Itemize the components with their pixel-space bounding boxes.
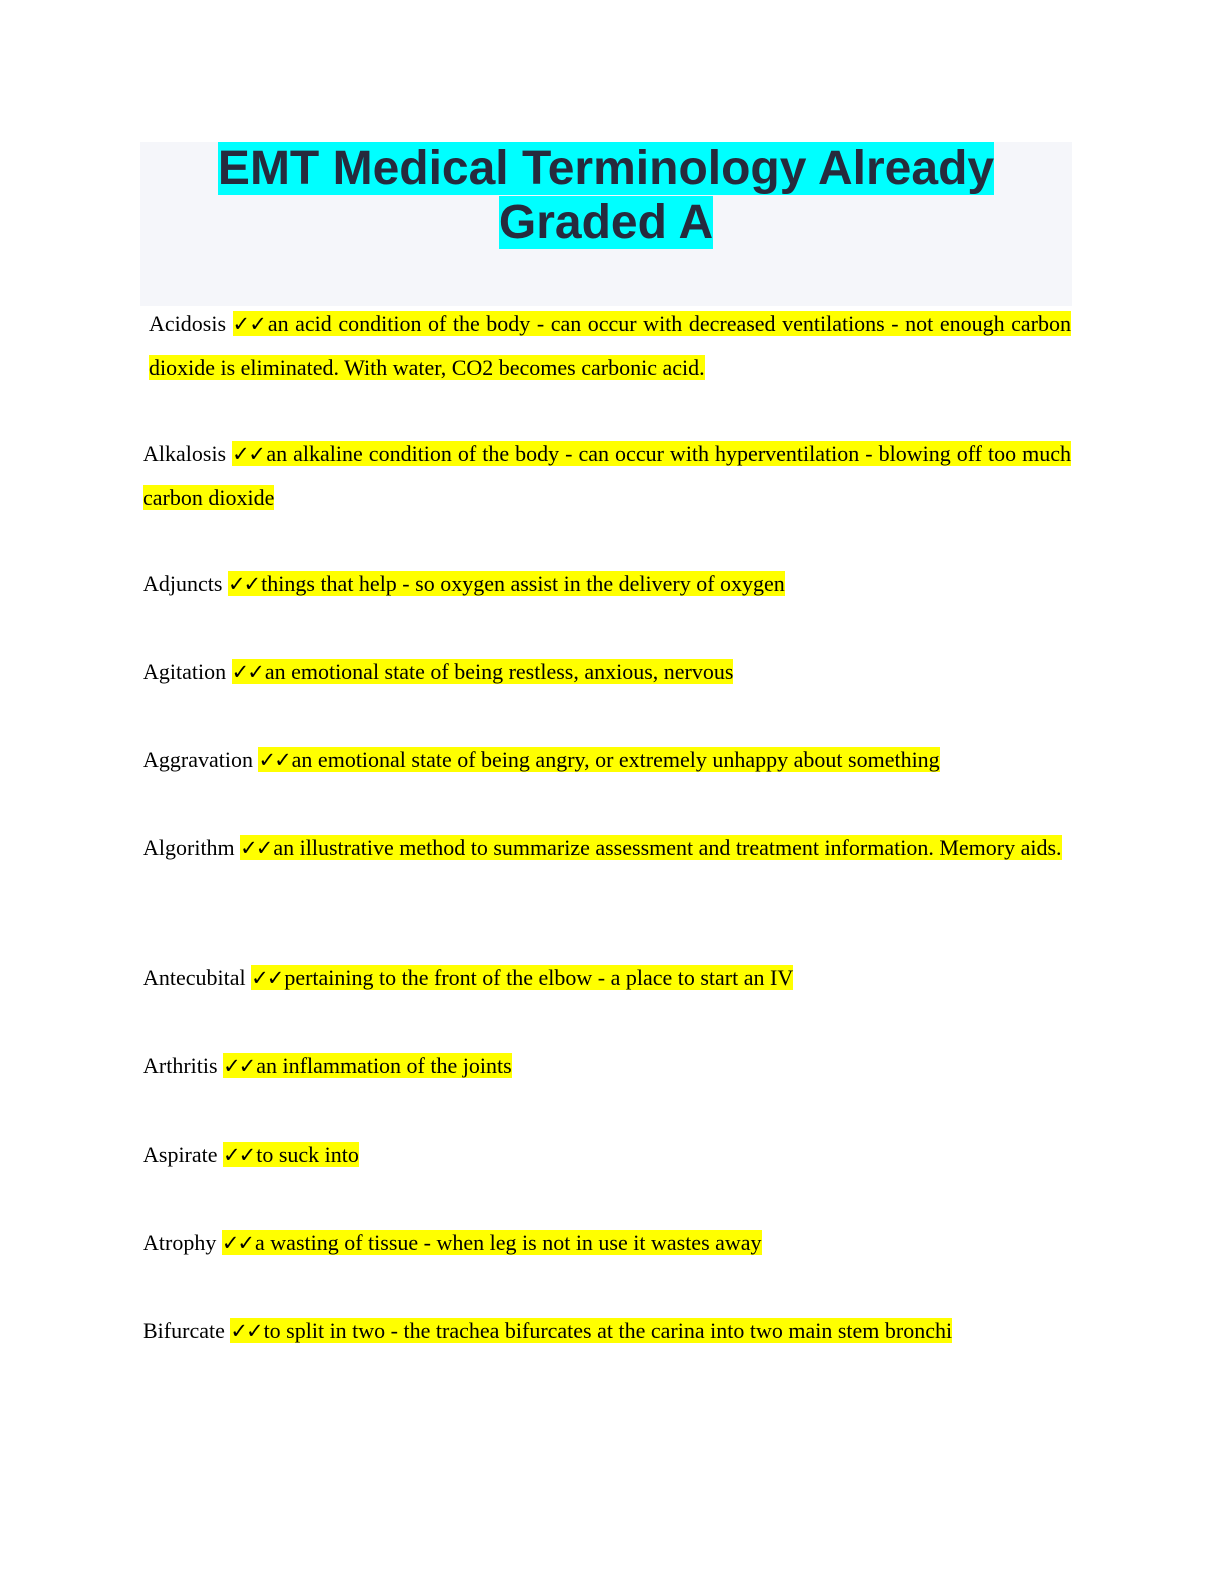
glossary-entry: [143, 562, 1071, 606]
entry-term: Algorithm: [143, 835, 235, 860]
entry-definition: [240, 835, 1061, 860]
entry-term: Antecubital: [143, 965, 246, 990]
document-title: [140, 142, 1072, 250]
double-check-icon: ✓✓: [227, 572, 260, 596]
glossary-entry: [143, 432, 1071, 520]
entry-term: Adjuncts: [143, 571, 223, 596]
entry-term: Aspirate: [143, 1142, 218, 1167]
entry-definition: [223, 1053, 512, 1078]
entry-definition-text: an alkaline condition of the body - can occur with hyperventilation - blowing off too much carbon dioxide: [143, 441, 1071, 510]
glossary-entry: [143, 302, 1071, 390]
entry-definition: [143, 441, 1071, 510]
entry-term: Agitation: [143, 659, 227, 684]
entry-term: Alkalosis: [143, 441, 227, 466]
entry-term: Atrophy: [143, 1230, 217, 1255]
entry-definition-text: an illustrative method to summarize assessment and treatment information. Memory aids.: [273, 835, 1062, 860]
glossary-entry: [143, 1309, 1071, 1353]
entry-definition-text: an emotional state of being restless, anxious, nervous: [264, 659, 734, 684]
entry-definition: [222, 1230, 762, 1255]
double-check-icon: ✓✓: [232, 312, 266, 336]
double-check-icon: ✓✓: [251, 966, 283, 990]
entry-term: Aggravation: [143, 747, 253, 772]
entry-definition: [251, 965, 793, 990]
entry-definition-text: an acid condition of the body - can occur with decreased ventilations - not enough carbon dioxide is eliminated. With water, CO2 becomes carbonic acid.: [149, 311, 1071, 380]
entry-definition-text: a wasting of tissue - when leg is not in use it wastes away: [255, 1230, 762, 1255]
title-banner: [140, 142, 1072, 306]
double-check-icon: ✓✓: [221, 1231, 254, 1255]
double-check-icon: ✓✓: [223, 1143, 255, 1167]
entry-definition-text: to suck into: [256, 1142, 359, 1167]
glossary-entry: [143, 826, 1071, 870]
glossary-entry: [143, 738, 1071, 782]
entry-definition-text: pertaining to the front of the elbow - a place to start an IV: [284, 965, 794, 990]
entry-term: Arthritis: [143, 1053, 218, 1078]
entry-definition-text: an emotional state of being angry, or extremely unhappy about something: [291, 747, 940, 772]
entry-definition-text: things that help - so oxygen assist in the delivery of oxygen: [261, 571, 785, 596]
entry-definition: [223, 1142, 359, 1167]
entry-term: Bifurcate: [143, 1318, 225, 1343]
glossary-entry: [143, 1044, 1071, 1088]
double-check-icon: ✓✓: [223, 1054, 255, 1078]
double-check-icon: ✓✓: [231, 660, 263, 684]
glossary-entry: [143, 1133, 1071, 1177]
entry-definition: [258, 747, 939, 772]
double-check-icon: ✓✓: [240, 836, 272, 860]
glossary-entry: [143, 1221, 1071, 1265]
entry-definition: [228, 571, 785, 596]
entry-definition: [149, 311, 1071, 380]
entry-term: Acidosis: [149, 311, 226, 336]
title-line-1: EMT Medical Terminology Already: [217, 142, 995, 195]
title-line-2: Graded A: [498, 196, 714, 249]
entry-definition-text: to split in two - the trachea bifurcates at the carina into two main stem bronchi: [263, 1318, 953, 1343]
double-check-icon: ✓✓: [230, 1319, 262, 1343]
entry-definition: [230, 1318, 952, 1343]
entry-definition-text: an inflammation of the joints: [256, 1053, 512, 1078]
glossary-entry: [143, 650, 1071, 694]
entry-definition: [232, 659, 734, 684]
double-check-icon: ✓✓: [258, 748, 290, 772]
glossary-entry: [143, 956, 1071, 1000]
double-check-icon: ✓✓: [232, 442, 265, 466]
